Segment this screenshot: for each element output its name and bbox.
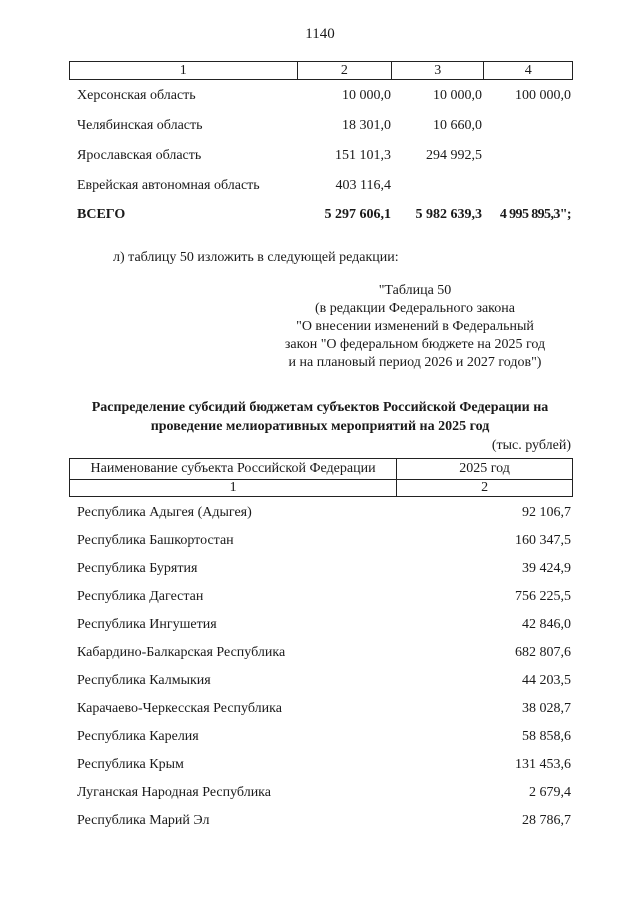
page-number: 1140 xyxy=(305,26,335,42)
header-col-4: 4 xyxy=(484,62,573,80)
caption-line: и на плановый период 2026 и 2027 годов") xyxy=(288,355,542,370)
table-row-value: 44 203,5 xyxy=(522,673,571,688)
table-row-name: Луганская Народная Республика xyxy=(77,785,271,800)
table-row-name: Челябинская область xyxy=(77,118,203,133)
table-row-name: Республика Ингушетия xyxy=(77,617,217,632)
table-row-value: 42 846,0 xyxy=(522,617,571,632)
table-row-name: Республика Карелия xyxy=(77,729,199,744)
instruction-paragraph: л) таблицу 50 изложить в следующей редакции: xyxy=(113,250,399,265)
table-row-name: Республика Бурятия xyxy=(77,561,198,576)
table-row-name: Республика Марий Эл xyxy=(77,813,210,828)
table-row-name: Кабардино-Балкарская Республика xyxy=(77,645,286,660)
caption-line: (в редакции Федерального закона xyxy=(315,301,515,316)
top-table-header xyxy=(69,61,573,80)
table-row-value: 682 807,6 xyxy=(515,645,571,660)
table-row-name: Республика Башкортостан xyxy=(77,533,234,548)
table-title: Распределение субсидий бюджетам субъектов Российской Федерации на проведение мелиоративных мероприятий на 2025 год xyxy=(91,400,549,434)
table-row-name: Карачаево-Черкесская Республика xyxy=(77,701,282,716)
header-col-2: 2 xyxy=(297,62,391,80)
table-row-col3: 10 660,0 xyxy=(433,118,482,133)
table-row-col2: 10 000,0 xyxy=(342,88,391,103)
table-row-value: 58 858,6 xyxy=(522,729,571,744)
table-row-value: 160 347,5 xyxy=(515,533,571,548)
table-row-name: Еврейская автономная область xyxy=(77,178,260,193)
header-col-1: 1 xyxy=(70,62,298,80)
total-col4: 4 995 895,3"; xyxy=(499,207,571,222)
header-year: 2025 год xyxy=(397,459,573,480)
total-label: ВСЕГО xyxy=(77,207,126,222)
caption-line: "Таблица 50 xyxy=(378,283,452,298)
table-row-name: Республика Дагестан xyxy=(77,589,204,604)
caption-line: "О внесении изменений в Федеральный xyxy=(296,319,534,334)
header-col-3: 3 xyxy=(392,62,484,80)
total-col3: 5 982 639,3 xyxy=(415,207,482,222)
caption-line: закон "О федеральном бюджете на 2025 год xyxy=(284,337,546,352)
table-row-col2: 403 116,4 xyxy=(335,178,391,193)
table-row-value: 756 225,5 xyxy=(515,589,571,604)
table-row-value: 92 106,7 xyxy=(522,505,571,520)
table-row-value: 28 786,7 xyxy=(522,813,571,828)
table-row-col2: 151 101,3 xyxy=(335,148,391,163)
table-row-value: 39 424,9 xyxy=(522,561,571,576)
table-row-name: Ярославская область xyxy=(77,148,202,163)
table-row-value: 2 679,4 xyxy=(529,785,571,800)
table-row-name: Республика Адыгея (Адыгея) xyxy=(77,505,252,520)
header-region-name: Наименование субъекта Российской Федерации xyxy=(70,459,397,480)
table-row-name: Херсонская область xyxy=(77,88,196,103)
table-row-col3: 10 000,0 xyxy=(433,88,482,103)
units-label: (тыс. рублей) xyxy=(491,438,571,453)
total-col2: 5 297 606,1 xyxy=(324,207,391,222)
table-row-col4: 100 000,0 xyxy=(515,88,571,103)
table-row-value: 38 028,7 xyxy=(522,701,571,716)
table-row-name: Республика Крым xyxy=(77,757,184,772)
table-row-col2: 18 301,0 xyxy=(342,118,391,133)
table-caption xyxy=(250,282,580,372)
subsidy-table-header xyxy=(69,458,573,497)
header-col-num-1: 1 xyxy=(70,480,397,497)
table-row-name: Республика Калмыкия xyxy=(77,673,211,688)
table-row-col3: 294 992,5 xyxy=(426,148,482,163)
table-row-value: 131 453,6 xyxy=(515,757,571,772)
header-col-num-2: 2 xyxy=(397,480,573,497)
